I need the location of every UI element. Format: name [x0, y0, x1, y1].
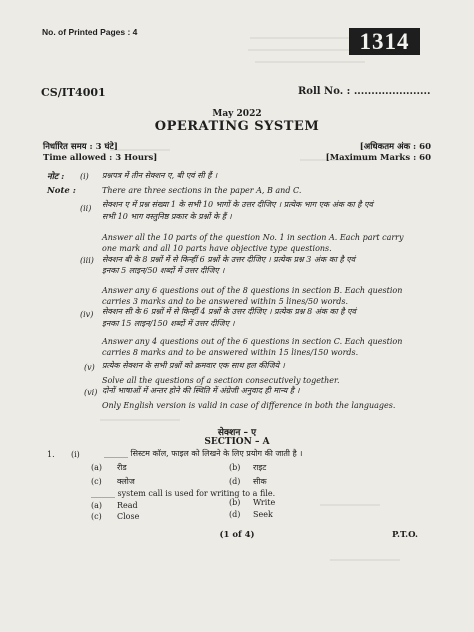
paper-code: CS/IT4001	[41, 86, 106, 99]
please-turn-over: P.T.O.	[392, 530, 418, 540]
question-number: 1.	[47, 450, 55, 459]
paper-number-box: 1314	[349, 28, 420, 55]
option-key: (c)	[91, 477, 102, 486]
note-number: (iv)	[80, 310, 94, 319]
time-allowed-hindi: निर्धारित समय : 3 घंटे]	[43, 142, 118, 152]
note-text-hindi: सेक्शन बी के 8 प्रश्नों में से किन्हीं 6 प्रश्नों के उत्तर दीजिए । प्रत्येक प्रश्न 3 अंक का है एवं	[102, 255, 356, 264]
note-number: (v)	[84, 363, 95, 372]
option-text-hindi: राइट	[253, 463, 267, 472]
option-text-english: Read	[117, 501, 138, 510]
option-text-english: Seek	[253, 510, 273, 519]
note-text-english: Only English version is valid in case of difference in both the languages.	[102, 401, 396, 410]
option-key: (d)	[229, 477, 241, 486]
paper-title: OPERATING SYSTEM	[154, 119, 320, 134]
note-number: (i)	[80, 172, 89, 181]
note-label-english: Note :	[47, 186, 76, 196]
max-marks-hindi: [अधिकतम अंक : 60	[359, 142, 431, 152]
printed-pages-count: No. of Printed Pages : 4	[42, 27, 138, 37]
note-text-english: carries 8 marks and to be answered within 15 lines/150 words.	[102, 348, 359, 357]
note-text-hindi: इनका 15 लाइन/150 शब्दों में उत्तर दीजिए ।	[102, 319, 235, 328]
note-text-english: carries 3 marks and to be answered within 5 lines/50 words.	[102, 297, 348, 306]
note-text-english: Solve all the questions of a section consecutively together.	[102, 376, 340, 385]
option-text-hindi: क्लोज	[117, 477, 135, 486]
option-key: (b)	[229, 463, 241, 472]
note-text-hindi: इनका 5 लाइन/50 शब्दों में उत्तर दीजिए ।	[102, 266, 225, 275]
section-heading-english: SECTION – A	[204, 437, 270, 447]
option-key: (a)	[91, 463, 103, 472]
option-key: (d)	[229, 510, 241, 519]
note-text-hindi: प्रश्नपत्र में तीन सेक्शन ए, बी एवं सी हैं ।	[102, 171, 218, 180]
note-number: (vi)	[84, 388, 98, 397]
option-key: (b)	[229, 498, 241, 507]
option-key: (c)	[91, 512, 102, 521]
note-number: (ii)	[80, 204, 92, 213]
note-number: (iii)	[80, 256, 94, 265]
note-text-english: Answer any 6 questions out of the 8 questions in section B. Each question	[102, 286, 403, 295]
option-text-english: Write	[253, 498, 276, 507]
option-key: (a)	[91, 501, 103, 510]
option-text-english: Close	[117, 512, 140, 521]
section-heading-hindi: सेक्शन – ए	[217, 428, 257, 438]
question-part-number: (i)	[71, 450, 80, 459]
option-text-hindi: सीक	[253, 477, 267, 486]
note-text-hindi: प्रत्येक सेक्शन के सभी प्रश्नों को क्रमवार एक साथ हल कीजिये ।	[102, 361, 285, 370]
note-text-english: Answer all the 10 parts of the question No. 1 in section A. Each part carry	[102, 233, 404, 242]
note-text-english: Answer any 4 questions out of the 6 questions in section C. Each question	[102, 337, 403, 346]
note-text-hindi: दोनों भाषाओं में अन्तर होने की स्थिति में अंग्रेजी अनुवाद ही मान्य है ।	[102, 386, 300, 395]
exam-session: May 2022	[212, 109, 262, 119]
note-text-hindi: सेक्शन ए में प्रश्न संख्या 1 के सभी 10 भागों के उत्तर दीजिए । प्रत्येक भाग एक अंक का है एवं	[102, 200, 373, 209]
note-text-hindi: सेक्शन सी के 6 प्रश्नों में से किन्हीं 4 प्रश्नों के उत्तर दीजिए । प्रत्येक प्रश्न 8 अंक का है एवं	[102, 307, 356, 316]
option-text-hindi: रीड	[117, 463, 127, 472]
time-allowed-english: Time allowed : 3 Hours]	[43, 153, 158, 163]
note-text-english: There are three sections in the paper A, B and C.	[102, 186, 302, 195]
page-number: (1 of 4)	[219, 530, 255, 540]
note-label-hindi: नोट :	[47, 172, 65, 182]
question-text-english: ______ system call is used for writing to a file.	[91, 489, 276, 498]
note-text-hindi: सभी 10 भाग वस्तुनिष्ठ प्रकार के प्रश्नों के हैं ।	[102, 212, 232, 221]
question-text-hindi: ______ सिस्टम कॉल, फाइल को लिखने के लिए प्रयोग की जाती है ।	[104, 449, 303, 458]
max-marks-english: [Maximum Marks : 60	[325, 153, 431, 163]
roll-number-field: Roll No. : ......................	[298, 86, 431, 97]
note-text-english: one mark and all 10 parts have objective type questions.	[102, 244, 332, 253]
